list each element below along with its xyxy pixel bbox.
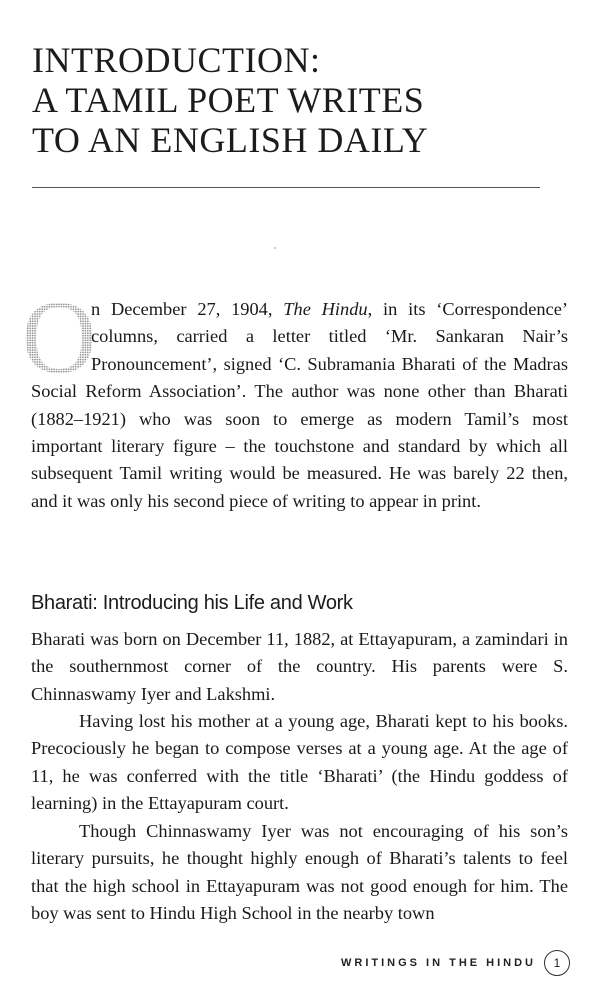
drop-cap <box>21 280 97 395</box>
svg-text:O: O <box>21 280 97 395</box>
section-paragraph-1: Bharati was born on December 11, 1882, at Ettayapuram, a zamindari in the southernmost corner of the country. His parents were S. Chinnaswamy Iyer and Lakshmi. <box>31 629 568 704</box>
publication-name: The Hindu <box>283 299 368 319</box>
section-heading: Bharati: Introducing his Life and Work <box>31 592 353 614</box>
opening-paragraph <box>21 280 568 515</box>
print-speck <box>274 247 276 249</box>
opening-text-rest: , in its ‘Correspondence’ columns, carried a letter titled ‘Mr. Sankaran Nair’s Pronouncement’, signed ‘C. Subramania Bharati of the Madras Social Reform Association’. The author was none other than Bharati (1882–1921) who was soon to emerge as modern Tamil’s most important literary figure – the touchstone and standard by which all subsequent Tamil writing would be measured. He was barely 22 then, and it was only his second piece of writing to appear in print. <box>31 299 568 511</box>
drop-cap-letter <box>21 280 97 395</box>
chapter-title <box>32 40 428 160</box>
page-number: 1 <box>544 950 570 976</box>
opening-text-start: n December 27, 1904, <box>91 299 284 319</box>
chapter-title-line-3: TO AN ENGLISH DAILY <box>32 120 429 160</box>
running-footer <box>341 950 570 976</box>
running-title: WRITINGS IN THE HINDU <box>341 957 536 969</box>
section-paragraph-3: Though Chinnaswamy Iyer was not encouraging of his son’s literary pursuits, he thought highly enough of Bharati’s talents to feel that the high school in Ettayapuram was not good enough for him. The boy was sent to Hindu High School in the nearby town <box>31 821 568 924</box>
chapter-title-line-2: A TAMIL POET WRITES <box>32 80 425 120</box>
title-divider <box>32 187 540 188</box>
section-paragraph-2: Having lost his mother at a young age, Bharati kept to his books. Precociously he began to compose verses at a young age. At the age of 11, he was conferred with the title ‘Bharati’ (the Hindu goddess of learning) in the Ettayapuram court. <box>31 711 568 814</box>
chapter-title-line-1: INTRODUCTION: <box>32 40 321 80</box>
